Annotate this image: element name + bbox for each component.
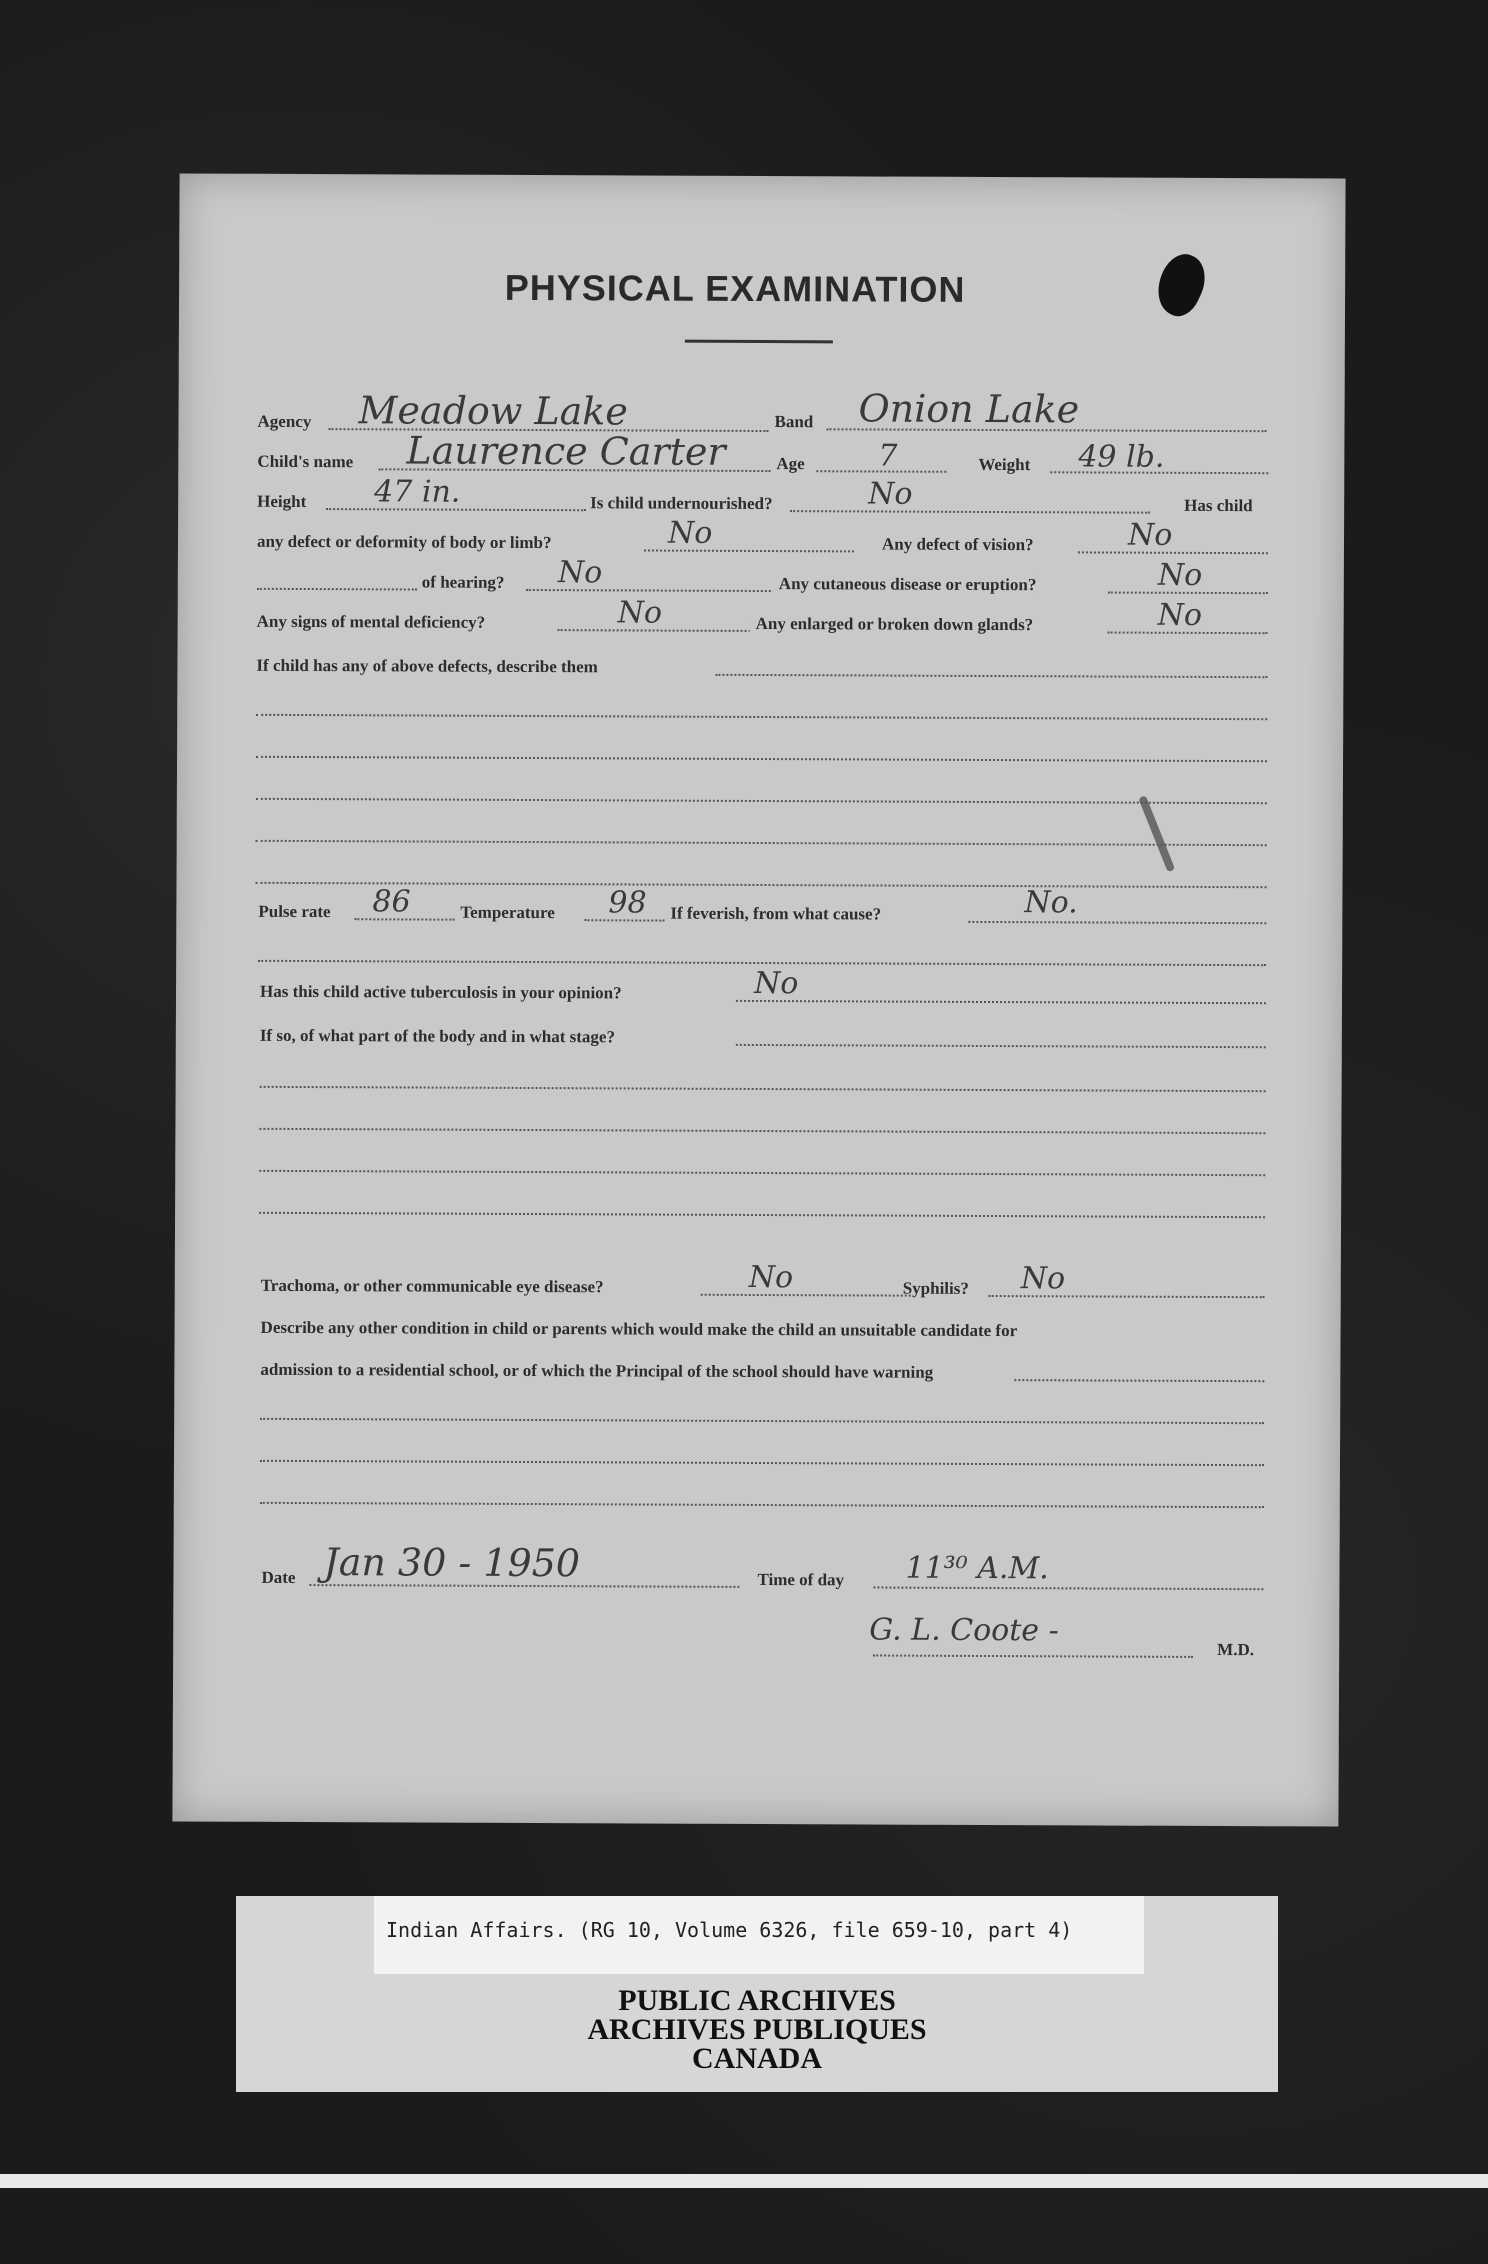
age-value: 7 [878,438,898,474]
mental-label: Any signs of mental deficiency? [256,611,486,632]
weight-value: 49 lb. [1078,439,1165,475]
physician-signature: G. L. Coote - [869,1612,1059,1649]
describe-other-label-line2: admission to a residential school, or of which the Principal of the school should have warning [260,1359,934,1382]
defect-body-value: No [667,515,713,551]
defect-vision-value: No [1127,517,1173,553]
syphilis-label: Syphilis? [902,1278,969,1298]
feverish-value: No. [1024,885,1078,921]
has-child-label: Has child [1184,495,1253,516]
tuberculosis-line [736,1000,1266,1004]
archive-label [236,1896,1278,2092]
glands-value: No [1157,597,1203,633]
child-name-label: Child's name [257,451,354,472]
weight-label: Weight [978,454,1031,475]
blank-line [256,756,1267,762]
hearing-lead-line [257,588,417,591]
cutaneous-value: No [1157,557,1203,593]
blank-line [256,798,1267,804]
feverish-line [968,921,1266,924]
blank-line [259,1128,1265,1134]
glands-label: Any enlarged or broken down glands? [750,614,1034,635]
blank-line [260,1460,1264,1466]
defect-vision-label: Any defect of vision? [881,534,1034,555]
blank-line [260,1502,1264,1508]
archive-line-1: PUBLIC ARCHIVES [618,1984,896,2017]
height-value: 47 in. [374,474,461,510]
describe-other-line [1014,1379,1264,1382]
describe-defects-label: If child has any of above defects, describe them [256,655,598,677]
undernourished-label: Is child undernourished? [590,493,773,514]
feverish-label: If feverish, from what cause? [670,903,882,924]
defect-vision-line [1078,551,1268,554]
temperature-value: 98 [608,885,647,921]
band-label: Band [774,412,814,432]
tb-stage-line [736,1044,1266,1048]
mental-value: No [617,595,663,631]
examination-form-sheet [172,173,1345,1826]
child-name-value: Laurence Carter [406,428,726,474]
title-underline [685,340,833,344]
tuberculosis-value: No [753,965,799,1002]
temperature-label: Temperature [460,902,555,923]
time-of-day-line [873,1587,1263,1591]
syphilis-value: No [1020,1261,1066,1297]
hearing-value: No [557,555,603,591]
md-label: M.D. [1217,1640,1255,1660]
band-value: Onion Lake [858,386,1080,432]
blank-line [256,714,1267,720]
date-value: Jan 30 - 1950 [323,1540,581,1586]
signature-line [873,1655,1193,1658]
archive-line-3: CANADA [692,2042,822,2075]
height-label: Height [257,491,307,512]
archive-line-2: ARCHIVES PUBLIQUES [587,2013,927,2046]
describe-other-label-line1: Describe any other condition in child or parents which would make the child an unsuitable candidate for [260,1317,1018,1341]
time-of-day-value: 11³⁰ A.M. [905,1550,1049,1587]
defect-body-label: any defect or deformity of body or limb? [256,531,552,553]
undernourished-line [790,510,1150,514]
describe-defects-line [715,674,1267,678]
age-label: Age [776,454,805,474]
cutaneous-label: Any cutaneous disease or eruption? [773,574,1037,595]
blank-line [259,1170,1265,1176]
blank-line [260,1086,1266,1092]
pulse-value: 86 [372,884,411,920]
bottom-border-line [0,2174,1488,2188]
agency-value: Meadow Lake [358,388,628,434]
blank-line [259,1212,1265,1218]
trachoma-line [701,1294,911,1297]
ink-mark [1138,795,1175,872]
date-label: Date [261,1567,296,1587]
archive-reference: Indian Affairs. (RG 10, Volume 6326, file 659-10, part 4) [386,1918,1073,1942]
agency-label: Agency [257,411,312,432]
ink-blot [1148,247,1214,322]
tb-stage-label: If so, of what part of the body and in what stage? [259,1025,616,1047]
pulse-label: Pulse rate [258,901,331,922]
form-title: PHYSICAL EXAMINATION [504,266,966,310]
time-of-day-label: Time of day [757,1569,845,1590]
undernourished-value: No [868,476,913,512]
hearing-label: of hearing? [421,572,505,592]
trachoma-value: No [748,1259,794,1296]
trachoma-label: Trachoma, or other communicable eye disease? [260,1275,604,1297]
blank-line [260,1418,1264,1424]
tuberculosis-label: Has this child active tuberculosis in your opinion? [259,981,622,1003]
blank-line [256,840,1267,846]
archive-stamp [236,1986,1278,2073]
